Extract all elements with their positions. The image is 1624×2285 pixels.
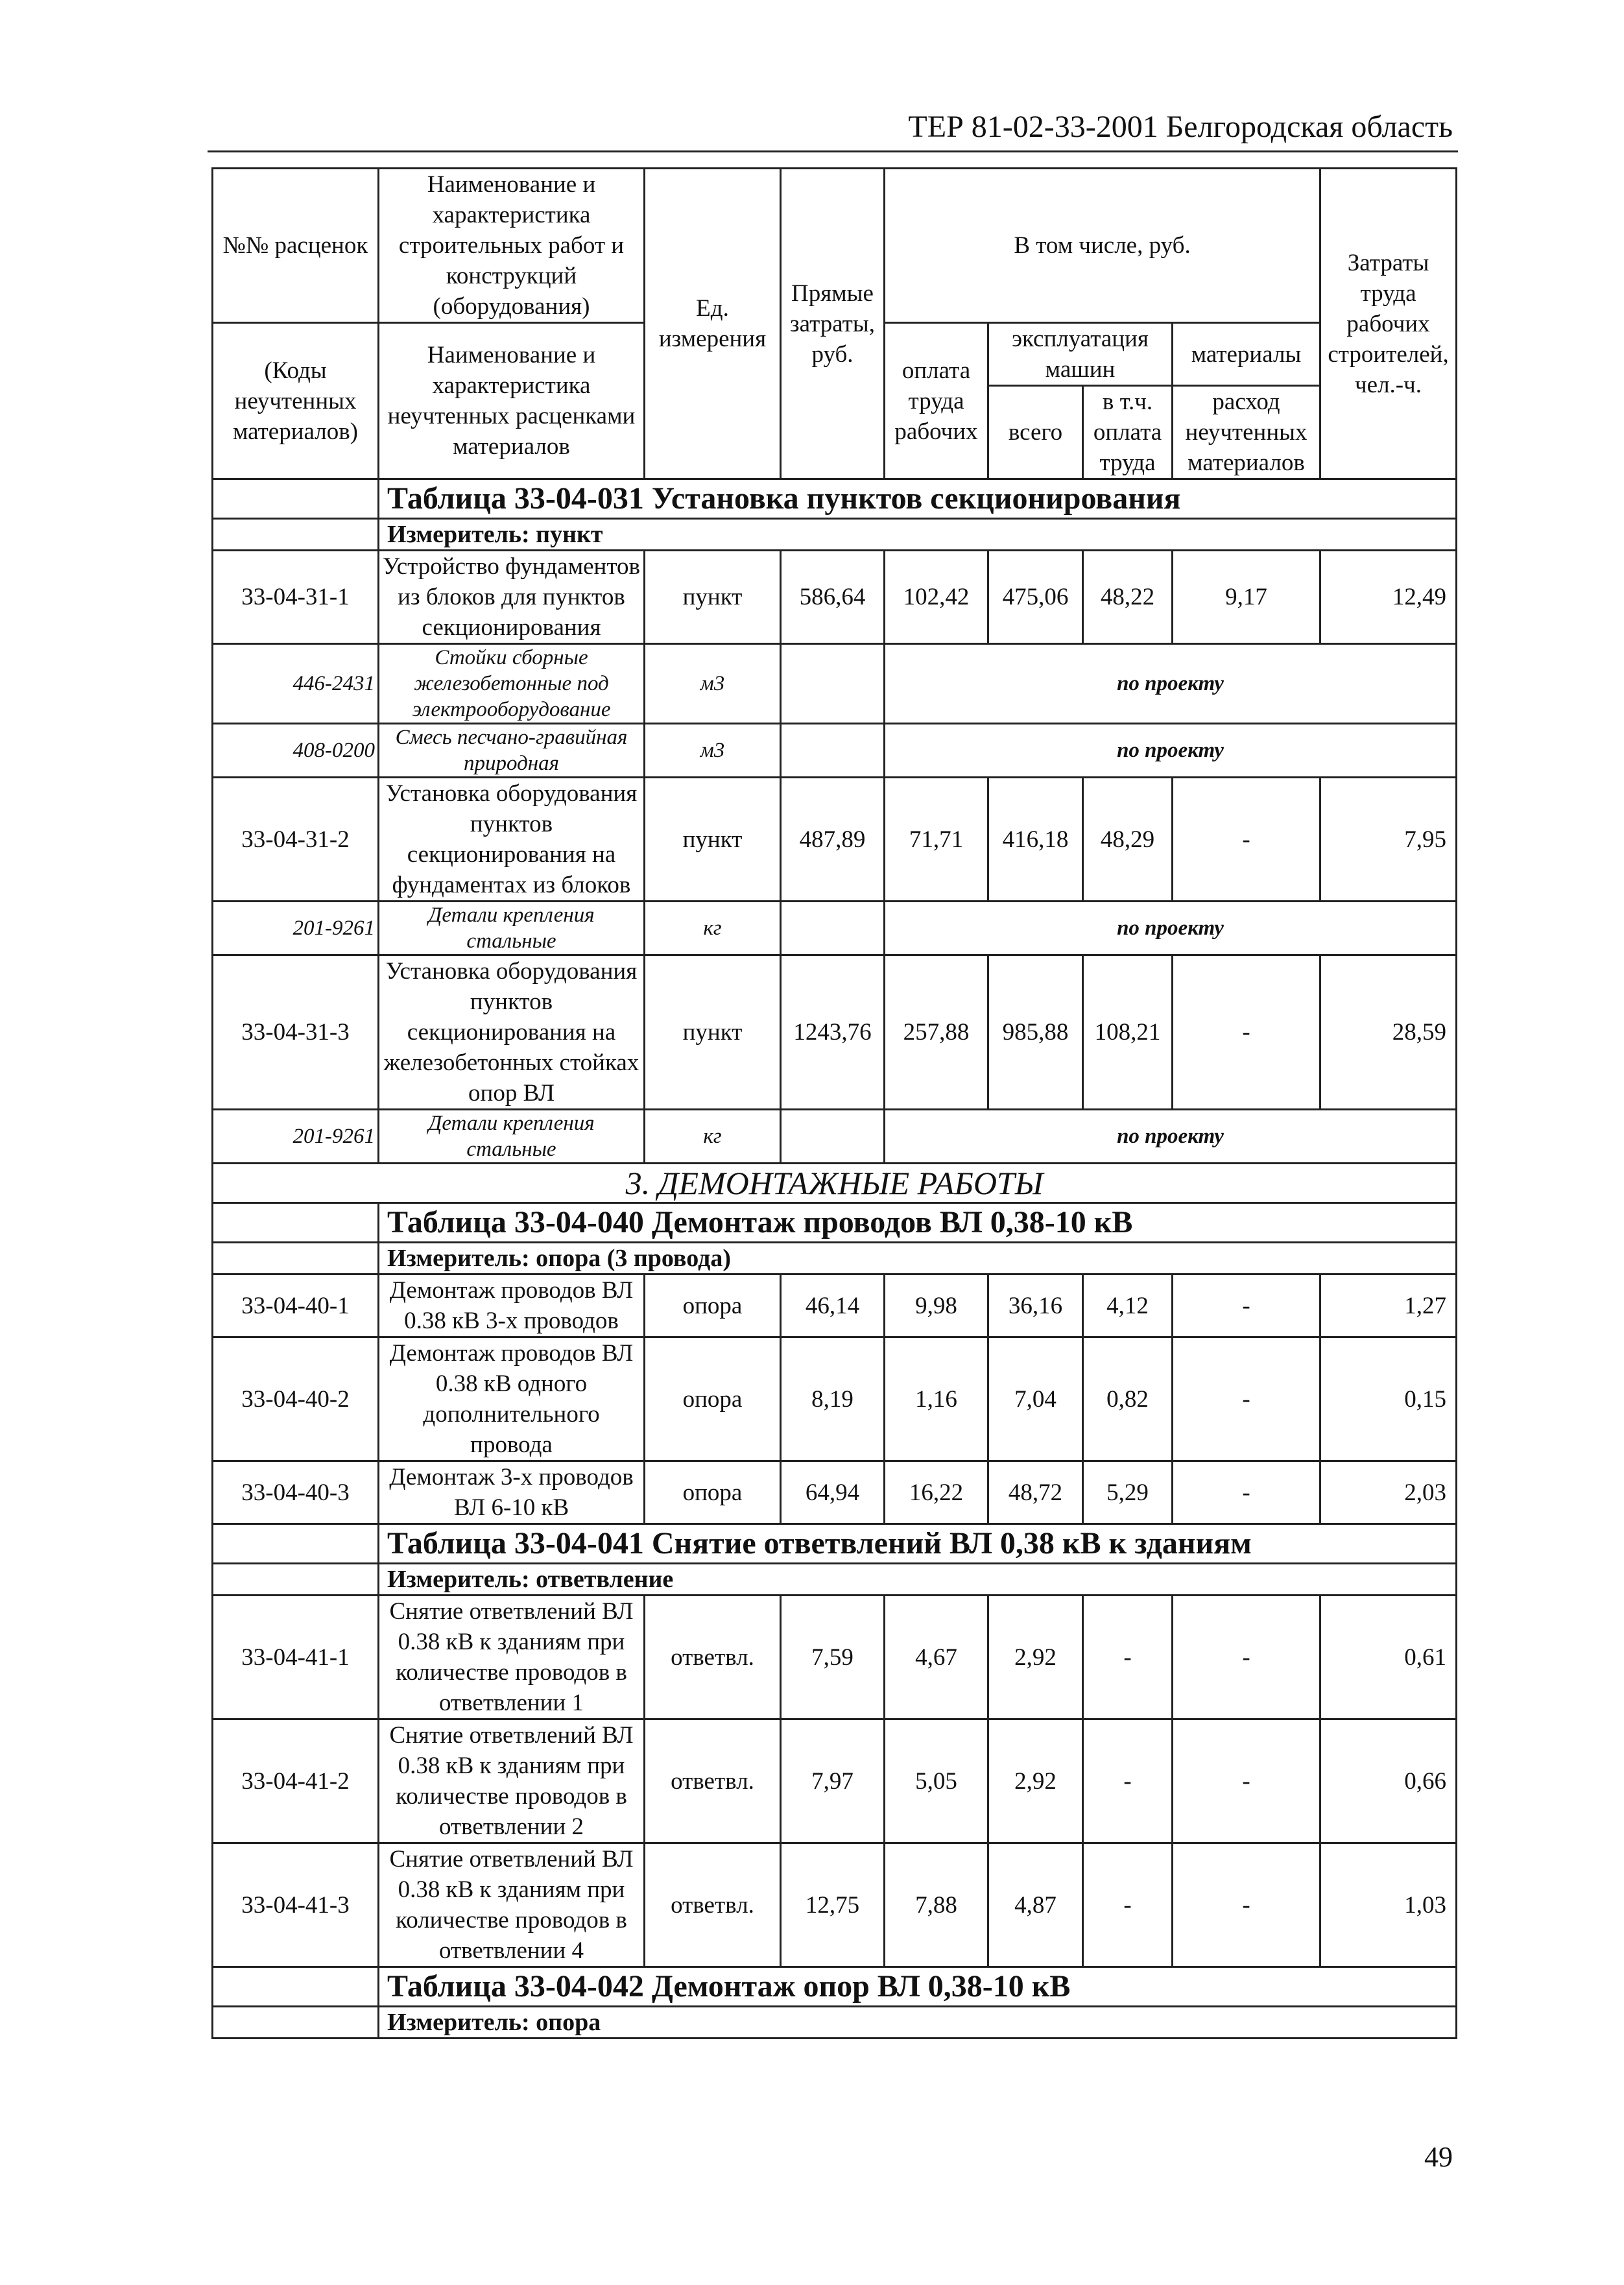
rate-code: 33-04-31-1 [213, 551, 379, 644]
labor-cost: 2,03 [1320, 1461, 1457, 1524]
rate-code: 33-04-31-2 [213, 778, 379, 902]
machines-wages: - [1083, 1843, 1173, 1967]
direct-cost: 8,19 [781, 1337, 885, 1461]
material-code: 201-9261 [213, 902, 379, 955]
labor-cost: 0,15 [1320, 1337, 1457, 1461]
page-number: 49 [1424, 2141, 1453, 2173]
rate-unit: ответвл. [645, 1719, 781, 1843]
rate-code: 33-04-41-3 [213, 1843, 379, 1967]
rate-code: 33-04-31-3 [213, 955, 379, 1110]
col-header-unit: Ед. измерения [645, 169, 781, 479]
empty-cell [781, 644, 885, 724]
materials-cost: - [1173, 1843, 1320, 1967]
rate-unit: опора [645, 1461, 781, 1524]
wages-cost: 71,71 [885, 778, 988, 902]
rate-row [213, 778, 1457, 902]
rate-unit: пункт [645, 955, 781, 1110]
measure-row [213, 519, 1457, 551]
materials-cost: - [1173, 1337, 1320, 1461]
empty-cell [213, 2007, 379, 2039]
material-code: 446-2431 [213, 644, 379, 724]
wages-cost: 16,22 [885, 1461, 988, 1524]
table-title: Таблица 33-04-041 Снятие ответвлений ВЛ 0,38 кВ к зданиям [379, 1524, 1457, 1564]
rate-code: 33-04-40-2 [213, 1337, 379, 1461]
wages-cost: 4,67 [885, 1596, 988, 1719]
rate-name: Снятие ответвлений ВЛ 0.38 кВ к зданиям при количестве проводов в ответвлении 2 [379, 1719, 645, 1843]
material-unit: м3 [645, 724, 781, 778]
table-title-row [213, 479, 1457, 519]
wages-cost: 257,88 [885, 955, 988, 1110]
machines-wages: 5,29 [1083, 1461, 1173, 1524]
material-note: по проекту [885, 644, 1457, 724]
rate-name: Демонтаж проводов ВЛ 0.38 кВ 3-х проводов [379, 1274, 645, 1337]
measure-unit: Измеритель: пункт [379, 519, 1457, 551]
labor-cost: 28,59 [1320, 955, 1457, 1110]
rates-table-body [213, 169, 1457, 2039]
machines-wages: 0,82 [1083, 1337, 1173, 1461]
direct-cost: 64,94 [781, 1461, 885, 1524]
empty-cell [213, 1243, 379, 1274]
materials-cost: - [1173, 1461, 1320, 1524]
header-rule [208, 150, 1458, 152]
empty-cell [781, 1110, 885, 1164]
wages-cost: 9,98 [885, 1274, 988, 1337]
materials-cost: - [1173, 1274, 1320, 1337]
materials-cost: - [1173, 955, 1320, 1110]
rate-row [213, 1719, 1457, 1843]
machines-cost: 985,88 [988, 955, 1083, 1110]
machines-wages: - [1083, 1719, 1173, 1843]
material-code: 201-9261 [213, 1110, 379, 1164]
empty-cell [781, 724, 885, 778]
measure-unit: Измеритель: опора (3 провода) [379, 1243, 1457, 1274]
empty-cell [781, 902, 885, 955]
labor-cost: 1,03 [1320, 1843, 1457, 1967]
empty-cell [213, 519, 379, 551]
col-header-incl-wages: в т.ч. оплата труда [1083, 386, 1173, 479]
materials-cost: 9,17 [1173, 551, 1320, 644]
labor-cost: 12,49 [1320, 551, 1457, 644]
material-name: Детали крепления стальные [379, 1110, 645, 1164]
rate-code: 33-04-41-1 [213, 1596, 379, 1719]
wages-cost: 102,42 [885, 551, 988, 644]
machines-wages: - [1083, 1596, 1173, 1719]
direct-cost: 487,89 [781, 778, 885, 902]
measure-row [213, 1243, 1457, 1274]
rate-name: Демонтаж 3-х проводов ВЛ 6-10 кВ [379, 1461, 645, 1524]
rate-code: 33-04-40-3 [213, 1461, 379, 1524]
machines-cost: 475,06 [988, 551, 1083, 644]
table-title: Таблица 33-04-040 Демонтаж проводов ВЛ 0,38-10 кВ [379, 1203, 1457, 1243]
materials-cost: - [1173, 1719, 1320, 1843]
col-header-machines: эксплуатация машин [988, 323, 1173, 386]
materials-cost: - [1173, 778, 1320, 902]
direct-cost: 46,14 [781, 1274, 885, 1337]
machines-cost: 2,92 [988, 1719, 1083, 1843]
labor-cost: 1,27 [1320, 1274, 1457, 1337]
col-header-total: всего [988, 386, 1083, 479]
direct-cost: 586,64 [781, 551, 885, 644]
rate-row [213, 1843, 1457, 1967]
empty-cell [213, 1203, 379, 1243]
rate-name: Снятие ответвлений ВЛ 0.38 кВ к зданиям при количестве проводов в ответвлении 4 [379, 1843, 645, 1967]
material-row [213, 902, 1457, 955]
table-title-row [213, 1203, 1457, 1243]
rate-row [213, 1461, 1457, 1524]
header-row-1 [213, 169, 1457, 323]
rate-unit: опора [645, 1337, 781, 1461]
rate-name: Снятие ответвлений ВЛ 0.38 кВ к зданиям при количестве проводов в ответвлении 1 [379, 1596, 645, 1719]
material-unit: кг [645, 902, 781, 955]
wages-cost: 5,05 [885, 1719, 988, 1843]
material-unit: м3 [645, 644, 781, 724]
measure-unit: Измеритель: ответвление [379, 1564, 1457, 1596]
measure-row [213, 1564, 1457, 1596]
material-row [213, 724, 1457, 778]
rate-row [213, 1596, 1457, 1719]
rate-unit: ответвл. [645, 1843, 781, 1967]
wages-cost: 7,88 [885, 1843, 988, 1967]
labor-cost: 7,95 [1320, 778, 1457, 902]
material-name: Стойки сборные железобетонные под электрооборудование [379, 644, 645, 724]
rate-name: Установка оборудования пунктов секционирования на железобетонных стойках опор ВЛ [379, 955, 645, 1110]
material-name: Смесь песчано-гравийная природная [379, 724, 645, 778]
section-row [213, 1164, 1457, 1203]
table-title: Таблица 33-04-031 Установка пунктов секционирования [379, 479, 1457, 519]
rate-name: Устройство фундаментов из блоков для пунктов секционирования [379, 551, 645, 644]
machines-cost: 4,87 [988, 1843, 1083, 1967]
labor-cost: 0,66 [1320, 1719, 1457, 1843]
machines-wages: 48,22 [1083, 551, 1173, 644]
direct-cost: 1243,76 [781, 955, 885, 1110]
col-header-materials: материалы [1173, 323, 1320, 386]
machines-cost: 36,16 [988, 1274, 1083, 1337]
machines-wages: 4,12 [1083, 1274, 1173, 1337]
rate-code: 33-04-41-2 [213, 1719, 379, 1843]
direct-cost: 7,97 [781, 1719, 885, 1843]
col-header-wages: оплата труда рабочих [885, 323, 988, 479]
rate-name: Установка оборудования пунктов секционирования на фундаментах из блоков [379, 778, 645, 902]
material-note: по проекту [885, 1110, 1457, 1164]
col-header-mat-consumption: расход неучтенных материалов [1173, 386, 1320, 479]
material-note: по проекту [885, 724, 1457, 778]
rate-row [213, 955, 1457, 1110]
table-title-row [213, 1967, 1457, 2007]
machines-wages: 48,29 [1083, 778, 1173, 902]
empty-cell [213, 479, 379, 519]
empty-cell [213, 1524, 379, 1564]
direct-cost: 12,75 [781, 1843, 885, 1967]
section-title: 3. ДЕМОНТАЖНЫЕ РАБОТЫ [213, 1164, 1457, 1203]
material-row [213, 644, 1457, 724]
material-row [213, 1110, 1457, 1164]
rate-row [213, 1337, 1457, 1461]
rate-code: 33-04-40-1 [213, 1274, 379, 1337]
direct-cost: 7,59 [781, 1596, 885, 1719]
table-title: Таблица 33-04-042 Демонтаж опор ВЛ 0,38-10 кВ [379, 1967, 1457, 2007]
col-header-code: №№ расценок [213, 169, 379, 323]
material-name: Детали крепления стальные [379, 902, 645, 955]
material-code: 408-0200 [213, 724, 379, 778]
col-header-mat-code: (Коды неучтенных материалов) [213, 323, 379, 479]
material-note: по проекту [885, 902, 1457, 955]
col-header-name: Наименование и характеристика строительных работ и конструкций (оборудования) [379, 169, 645, 323]
machines-cost: 416,18 [988, 778, 1083, 902]
rate-unit: ответвл. [645, 1596, 781, 1719]
rate-row [213, 551, 1457, 644]
materials-cost: - [1173, 1596, 1320, 1719]
rate-unit: опора [645, 1274, 781, 1337]
rate-name: Демонтаж проводов ВЛ 0.38 кВ одного дополнительного провода [379, 1337, 645, 1461]
rates-table [211, 167, 1457, 2039]
material-unit: кг [645, 1110, 781, 1164]
measure-unit: Измеритель: опора [379, 2007, 1457, 2039]
rate-unit: пункт [645, 551, 781, 644]
empty-cell [213, 1564, 379, 1596]
rate-unit: пункт [645, 778, 781, 902]
col-header-labor: Затраты труда рабочих строителей, чел.-ч. [1320, 169, 1457, 479]
rate-row [213, 1274, 1457, 1337]
col-header-mat-name: Наименование и характеристика неучтенных расценками материалов [379, 323, 645, 479]
col-header-including: В том числе, руб. [885, 169, 1320, 323]
empty-cell [213, 1967, 379, 2007]
col-header-direct: Прямые затраты, руб. [781, 169, 885, 479]
machines-cost: 7,04 [988, 1337, 1083, 1461]
wages-cost: 1,16 [885, 1337, 988, 1461]
machines-cost: 2,92 [988, 1596, 1083, 1719]
machines-wages: 108,21 [1083, 955, 1173, 1110]
table-title-row [213, 1524, 1457, 1564]
measure-row [213, 2007, 1457, 2039]
machines-cost: 48,72 [988, 1461, 1083, 1524]
labor-cost: 0,61 [1320, 1596, 1457, 1719]
document-header: ТЕР 81-02-33-2001 Белгородская область [908, 110, 1453, 144]
